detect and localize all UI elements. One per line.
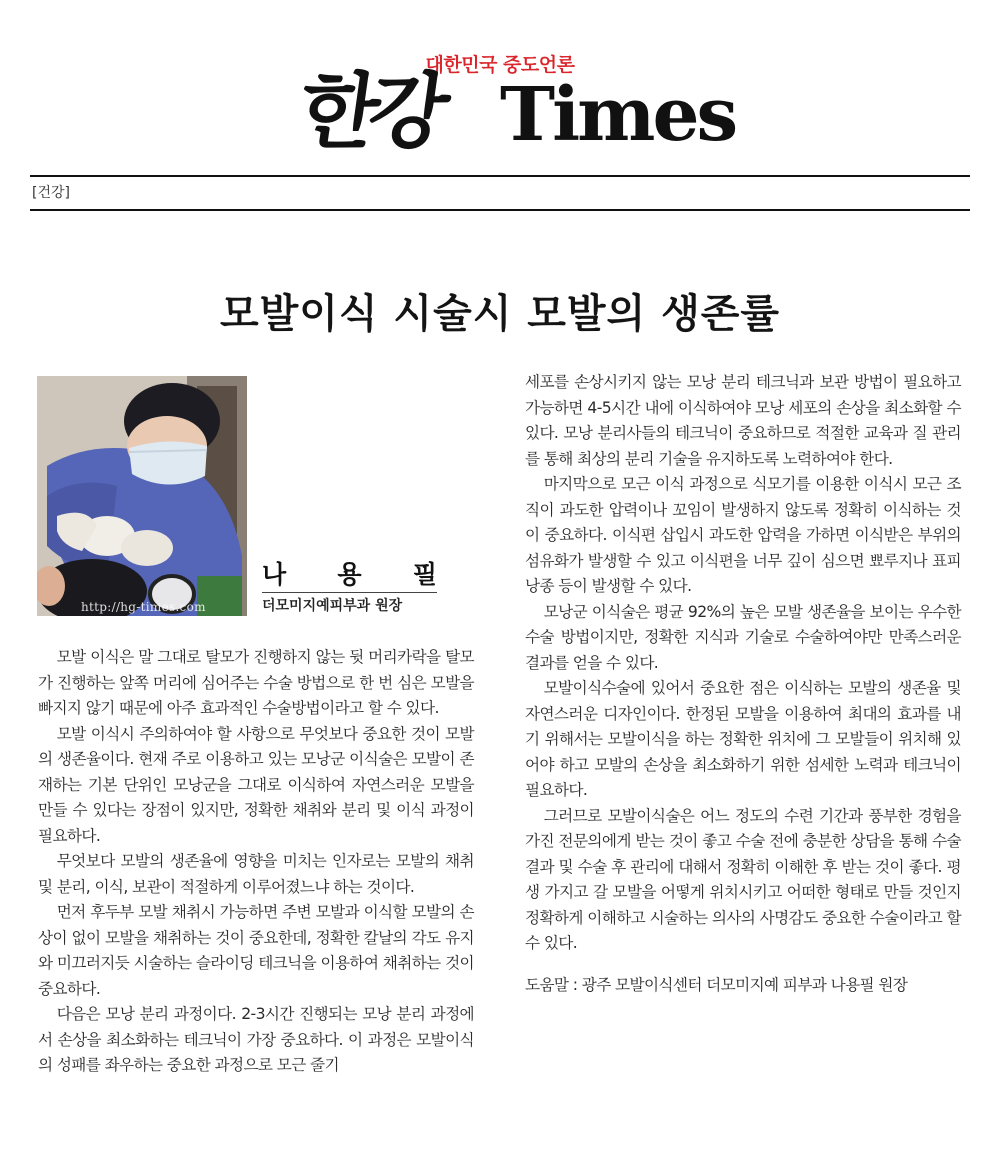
- bottom-rule: [30, 209, 970, 211]
- article-paragraph: 세포를 손상시키지 않는 모낭 분리 테크닉과 보관 방법이 필요하고 가능하면 4-5시간 내에 이식하여야 모낭 세포의 손상을 최소화할 수 있다. 모낭 분리사들의 테크닉이 중요하므로 적절한 교육과 질 관리를 통해 최상의 분리 기술을 유지하도록 노력하여야 한다.: [525, 373, 961, 468]
- article-paragraph: 무엇보다 모발의 생존율에 영향을 미치는 인자로는 모발의 채취 및 분리, 이식, 보관이 적절하게 이루어졌느냐 하는 것이다.: [38, 852, 474, 896]
- article-paragraph: 모발이식수술에 있어서 중요한 점은 이식하는 모발의 생존율 및 자연스러운 디자인이다. 한정된 모발을 이용하여 최대의 효과를 내기 위해서는 모발이식을 하는 정확한 위치에 그 모발들이 위치해 있어야 하고 모발의 손상을 최소화하기 위한 섬세한 노력과 테크닉이 필요하다.: [525, 679, 961, 799]
- masthead: [0, 0, 1000, 170]
- masthead-tagline: 대한민국 중도언론: [425, 54, 575, 76]
- logo-english: Times: [500, 72, 736, 158]
- article-paragraph: 모발 이식은 말 그대로 탈모가 진행하지 않는 뒷 머리카락을 탈모가 진행하는 앞쪽 머리에 심어주는 수술 방법으로 한 번 심은 모발을 빠지지 않기 때문에 아주 효과적인 수술방법이라고 할 수 있다.: [38, 648, 474, 717]
- article-left-column: [38, 645, 474, 1079]
- author-photo: [37, 376, 247, 616]
- top-rule: [30, 175, 970, 177]
- author-name-char: 용: [337, 560, 362, 589]
- article-headline: 모발이식 시술시 모발의 생존률: [219, 290, 781, 337]
- author-name-char: 나: [262, 560, 287, 589]
- article-paragraph: 그러므로 모발이식술은 어느 정도의 수련 기간과 풍부한 경험을 가진 전문의에게 받는 것이 좋고 수술 전에 충분한 상담을 통해 수술 결과 및 수술 후 관리에 대해서 정확히 이해한 후 받는 것이 좋다. 평생 가지고 갈 모발을 어떻게 위치시키고 어떠한 형태로 만들 것인지 정확하게 이해하고 시술하는 의사의 사명감도 중요한 수술이라고 할 수 있다.: [525, 806, 961, 952]
- author-title: 더모미지예피부과 원장: [262, 598, 403, 614]
- article-paragraph: 모발 이식시 주의하여야 할 사항으로 무엇보다 중요한 것이 모발의 생존율이다. 현재 주로 이용하고 있는 모낭군 이식술은 모발이 존재하는 기본 단위인 모낭군을 그대로 이식하여 자연스러운 모발을 만들 수 있다는 장점이 있지만, 정확한 채취와 분리 및 이식 과정이 필요하다.: [38, 724, 474, 845]
- section-label: [건강]: [32, 185, 70, 201]
- article-paragraph: 다음은 모낭 분리 과정이다. 2-3시간 진행되는 모낭 분리 과정에서 손상을 최소화하는 테크닉이 가장 중요하다. 이 과정은 모발이식의 성패를 좌우하는 중요한 과정으로 모근 줄기: [38, 1005, 474, 1074]
- author-name: [262, 555, 437, 593]
- article-paragraph: 모낭군 이식술은 평균 92%의 높은 모발 생존율을 보이는 우수한 수술 방법이지만, 정확한 지식과 기술로 수술하여야만 만족스러운 결과를 얻을 수 있다.: [525, 602, 961, 672]
- article-credit: 도움말 : 광주 모발이식센터 더모미지예 피부과 나용필 원장: [525, 975, 908, 994]
- author-name-char: 필: [412, 560, 437, 589]
- photo-watermark: http://hg-times.com: [81, 600, 206, 614]
- article-paragraph: 마지막으로 모근 이식 과정으로 식모기를 이용한 이식시 모근 조직이 과도한 압력이나 꼬임이 발생하지 않도록 정확히 이식하는 것이 중요하다. 이식편 삽입시 과도한 압력을 가하면 이식받은 부위의 섬유화가 발생할 수 있고 이식편을 너무 깊이 심으면 뾰루지나 표피 낭종 등이 발생할 수 있다.: [525, 475, 961, 595]
- article-paragraph: 먼저 후두부 모발 채취시 가능하면 주변 모발과 이식할 모발의 손상이 없이 모발을 채취하는 것이 중요한데, 정확한 칼날의 각도 유지와 미끄러지듯 시술하는 슬라이딩 테크닉을 이용하여 채취하는 것이 중요하다.: [38, 903, 474, 998]
- logo-korean: 한강: [293, 64, 446, 160]
- article-right-column: [525, 370, 961, 998]
- doctor-photo-illustration: [37, 376, 247, 616]
